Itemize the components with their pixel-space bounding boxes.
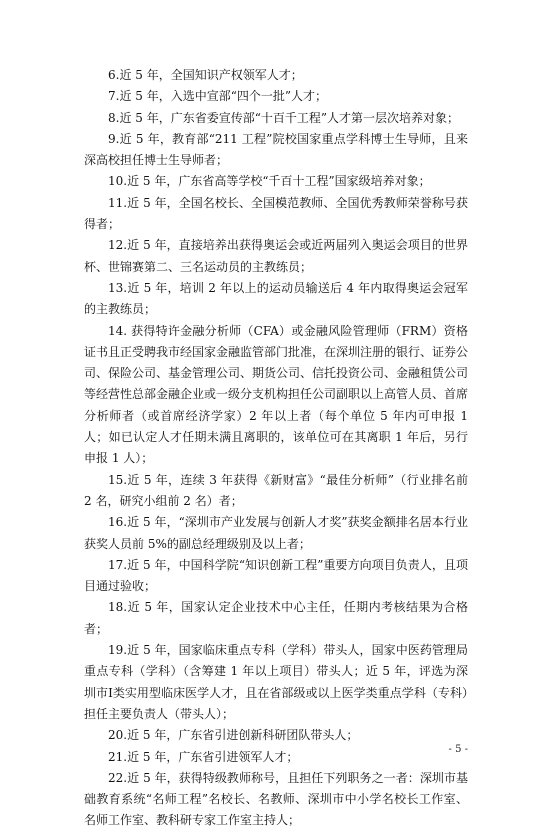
list-item: 17.近 5 年，中国科学院“知识创新工程”重要方向项目负责人，且项目通过验收； <box>84 557 468 594</box>
list-item: 10.近 5 年，广东省高等学校“千百十工程”国家级培养对象； <box>108 174 431 189</box>
list-item: 14. 获得特许金融分析师（CFA）或金融风险管理师（FRM）资格证书且正受聘我市经国家金融监管部门批准，在深圳注册的银行、证券公司、保险公司、基金管理公司、期货公司、信托投资公司、金融租赁公司等经营性总部金融企业或一级分支机构担任公司副职以上高管人员、首席分析师者（或首席经济学家）2 年以上者（每个单位 5 年内可申报 1 人；如已认定人才任期未满且离职的，该单位可在其离职 1 年后，另行申报 1 人）； <box>84 323 469 466</box>
list-item: 19.近 5 年，国家临床重点专科（学科）带头人，国家中医药管理局重点专科（学科）（含筹建 1 年以上项目）带头人；近 5 年，评选为深圳市Ⅰ类实用型临床医学人才，且在省部级或以上医学类重点学科（专科）担任主要负责人（带头人）； <box>84 643 468 721</box>
list-item: 16.近 5 年，“深圳市产业发展与创新人才奖”获奖金额排名居本行业获奖人员前 5%的副总经理级别及以上者； <box>84 515 468 551</box>
list-item: 13.近 5 年，培训 2 年以上的运动员输送后 4 年内取得奥运会冠军的主教练员； <box>84 280 468 317</box>
list-item: 18.近 5 年，国家认定企业技术中心主任，任期内考核结果为合格者； <box>84 600 468 636</box>
page-number: - 5 - <box>448 744 468 755</box>
list-item: 11.近 5 年，全国名校长、全国模范教师、全国优秀教师荣誉称号获得者； <box>84 195 468 232</box>
document-body <box>84 65 468 832</box>
list-item: 12.近 5 年，直接培养出获得奥运会或近两届列入奥运会项目的世界杯、世锦赛第二、三名运动员的主教练员； <box>84 238 468 274</box>
list-item: 21.近 5 年，广东省引进领军人才； <box>108 749 299 764</box>
list-item: 20.近 5 年，广东省引进创新科研团队带头人； <box>108 728 359 743</box>
list-item: 6.近 5 年，全国知识产权领军人才； <box>108 68 303 82</box>
list-item: 7.近 5 年，入选中宣部“四个一批”人才； <box>108 89 327 104</box>
list-item: 8.近 5 年，广东省委宣传部“十百千工程”人才第一层次培养对象； <box>108 110 459 125</box>
list-item: 22.近 5 年，获得特级教师称号，且担任下列职务之一者：深圳市基础教育系统“名师工程”名校长、名教师、深圳市中小学名校长工作室、名师工作室、教科研专家工作室主持人； <box>84 770 468 828</box>
list-item: 15.近 5 年，连续 3 年获得《新财富》“最佳分析师”（行业排名前 2 名，研究小组前 2 名）者； <box>84 472 468 508</box>
list-item: 9.近 5 年，教育部“211 工程”院校国家重点学科博士生导师，且来深高校担任博士生导师者； <box>84 131 468 168</box>
